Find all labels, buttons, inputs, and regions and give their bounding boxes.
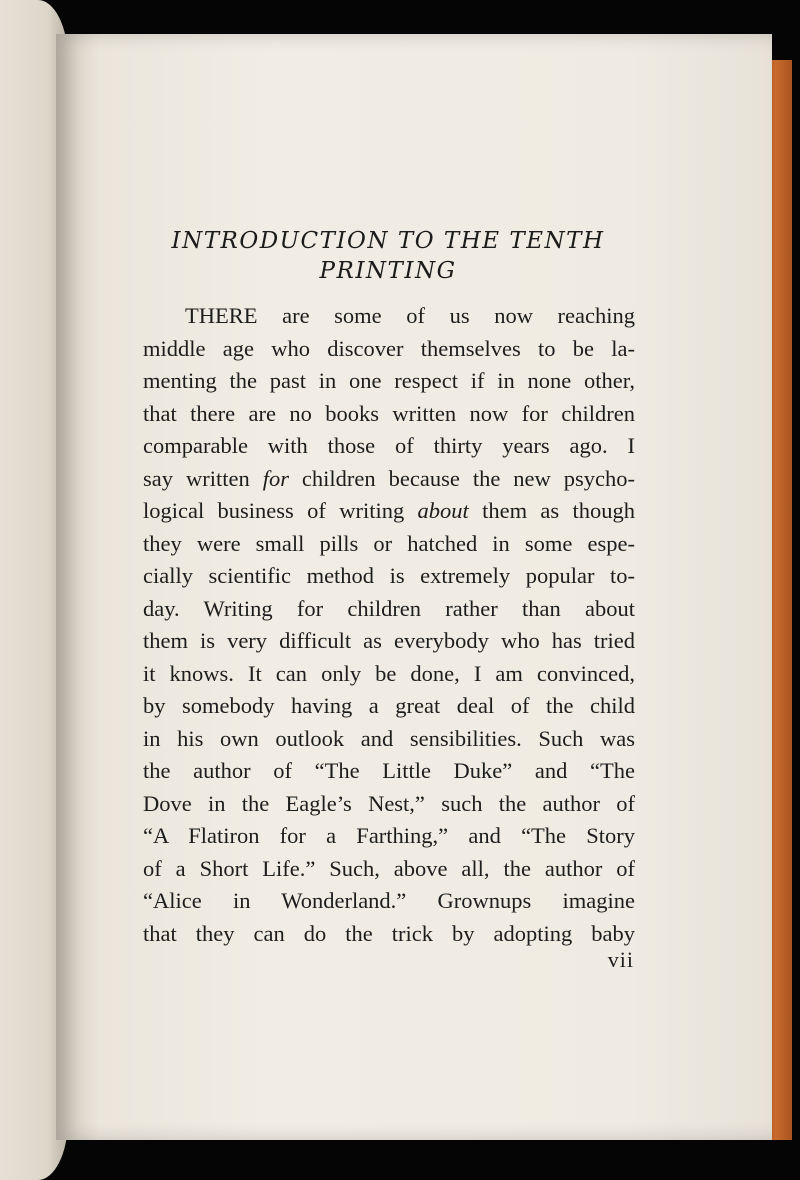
text-segment: children because the new psycho-	[288, 465, 635, 491]
text-line: “Alice in Wonderland.” Grownups imagine	[143, 888, 635, 913]
italic-word: for	[262, 465, 289, 491]
text-line: it knows. It can only be done, I am convinced,	[143, 660, 635, 686]
page-number: vii	[607, 947, 634, 972]
chapter-title-line-1: INTRODUCTION TO THE TENTH	[171, 228, 605, 254]
text-line	[143, 495, 635, 528]
text-segment: logical business of writing	[143, 498, 418, 523]
text-line: day. Writing for children rather than about	[143, 595, 635, 621]
text-line	[143, 463, 635, 496]
text-line: menting the past in one respect if in none other,	[143, 368, 635, 393]
text-line: Dove in the Eagle’s Nest,” such the author of	[143, 790, 635, 816]
text-line: THERE are some of us now reaching	[185, 303, 635, 328]
text-line: comparable with those of thirty years ago. I	[143, 433, 635, 458]
text-line: by somebody having a great deal of the child	[143, 693, 635, 718]
italic-word: about	[417, 498, 469, 523]
text-line: of a Short Life.” Such, above all, the author of	[143, 855, 635, 881]
text-line: middle age who discover themselves to be la-	[143, 335, 635, 361]
text-line: “A Flatiron for a Farthing,” and “The Story	[143, 823, 635, 848]
text-line: that they can do the trick by adopting baby	[143, 920, 635, 946]
chapter-title-line-2: PRINTING	[319, 258, 457, 284]
text-line: they were small pills or hatched in some espe-	[143, 530, 635, 556]
text-line: them is very difficult as everybody who has tried	[143, 628, 635, 653]
text-line: cially scientific method is extremely popular to-	[143, 563, 635, 588]
text-line: that there are no books written now for children	[143, 400, 635, 426]
chapter-title	[150, 226, 626, 286]
text-segment: say written	[143, 465, 263, 491]
body-paragraph	[143, 300, 635, 950]
text-segment: them as though	[468, 498, 635, 523]
text-line: in his own outlook and sensibilities. Such was	[143, 725, 635, 751]
text-line: the author of “The Little Duke” and “The	[143, 758, 635, 783]
